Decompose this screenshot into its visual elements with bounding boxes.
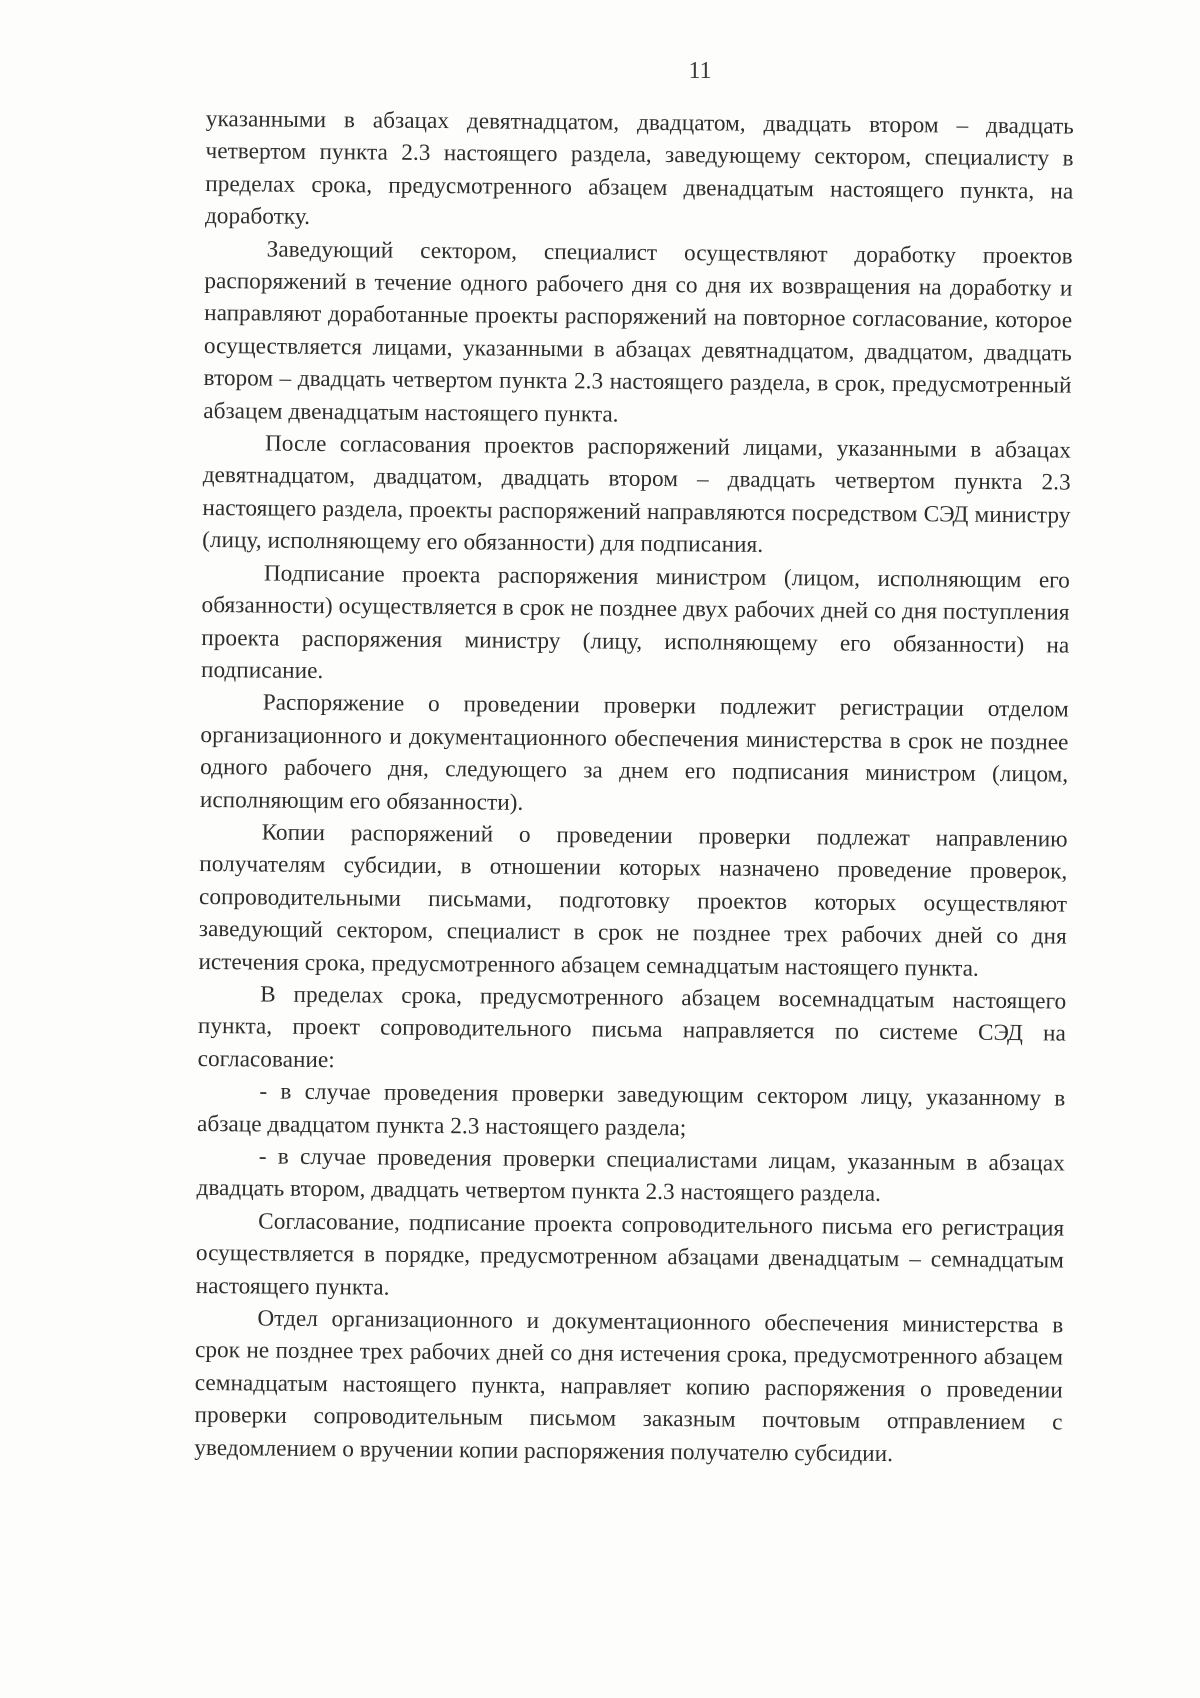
paragraph: Копии распоряжений о проведении проверки подлежат направлению получателям субсидии, в отношении которых назначено проведение проверок, сопроводительными письмами, подготовку проектов которых осуществляют заведующий сектором, специалист в срок не позднее трех рабочих дней со дня истечения срока, предусмотренного абзацем семнадцатым настоящего пункта. [198,819,1068,982]
list-item: - в случае проведения проверки заведующим сектором лицу, указанному в абзаце двадцатом пункта 2.3 настоящего раздела; [196,1078,1066,1141]
paragraph: После согласования проектов распоряжений лицами, указанными в абзацах девятнадцатом, двадцатом, двадцать втором – двадцать четвертом пункта 2.3 настоящего раздела, проекты распоряжений направляются посредством СЭД министру (лицу, исполняющему его обязанности) для подписания. [202,430,1072,559]
paragraph: Подписание проекта распоряжения министром (лицом, исполняющим его обязанности) осуществляется в срок не позднее двух рабочих дней со дня поступления проекта распоряжения министру (лицу, исполняющему его обязанности) на подписание. [200,560,1070,684]
document-body [194,103,1074,1472]
paragraph: Отдел организационного и документационного обеспечения министерства в срок не позднее трех рабочих дней со дня истечения срока, предусмотренного абзацем семнадцатым настоящего пункта, направляет копию распоряжения о проведении проверки сопроводительным письмом заказным почтовым отправлением с уведомлением о вручении копии распоряжения получателю субсидии. [194,1305,1064,1467]
paragraph: Согласование, подписание проекта сопроводительного письма его регистрация осуществляется в порядке, предусмотренном абзацами двенадцатым – семнадцатым настоящего пункта. [195,1208,1065,1301]
paragraph: Распоряжение о проведении проверки подлежит регистрации отделом организационного и документационного обеспечения министерства в срок не позднее одного рабочего дня, следующего за днем его подписания министром (лицом, исполняющим его обязанности). [199,689,1069,816]
page-number: 11 [688,58,712,84]
paragraph-continuation: указанными в абзацах девятнадцатом, двадцатом, двадцать втором – двадцать четвертом пункта 2.3 настоящего раздела, заведующему сектором, специалисту в пределах срока, предусмотренного абзацем двенадцатым настоящего пункта, на доработку. [204,105,1074,231]
list-item: - в случае проведения проверки специалистами лицам, указанным в абзацах двадцать втором, двадцать четвертом пункта 2.3 настоящего раздела. [196,1143,1065,1208]
paragraph: В пределах срока, предусмотренного абзацем восемнадцатым настоящего пункта, проект сопроводительного письма направляется по системе СЭД на согласование: [197,981,1067,1073]
paragraph: Заведующий сектором, специалист осуществляют доработку проектов распоряжений в течение одного рабочего дня со дня их возвращения на доработку и направляют доработанные проекты распоряжений на повторное согласование, которое осуществляется лицами, указанными в абзацах девятнадцатом, двадцатом, двадцать втором – двадцать четвертом пункта 2.3 настоящего раздела, в срок, предусмотренный абзацем двенадцатым настоящего пункта. [203,236,1073,428]
